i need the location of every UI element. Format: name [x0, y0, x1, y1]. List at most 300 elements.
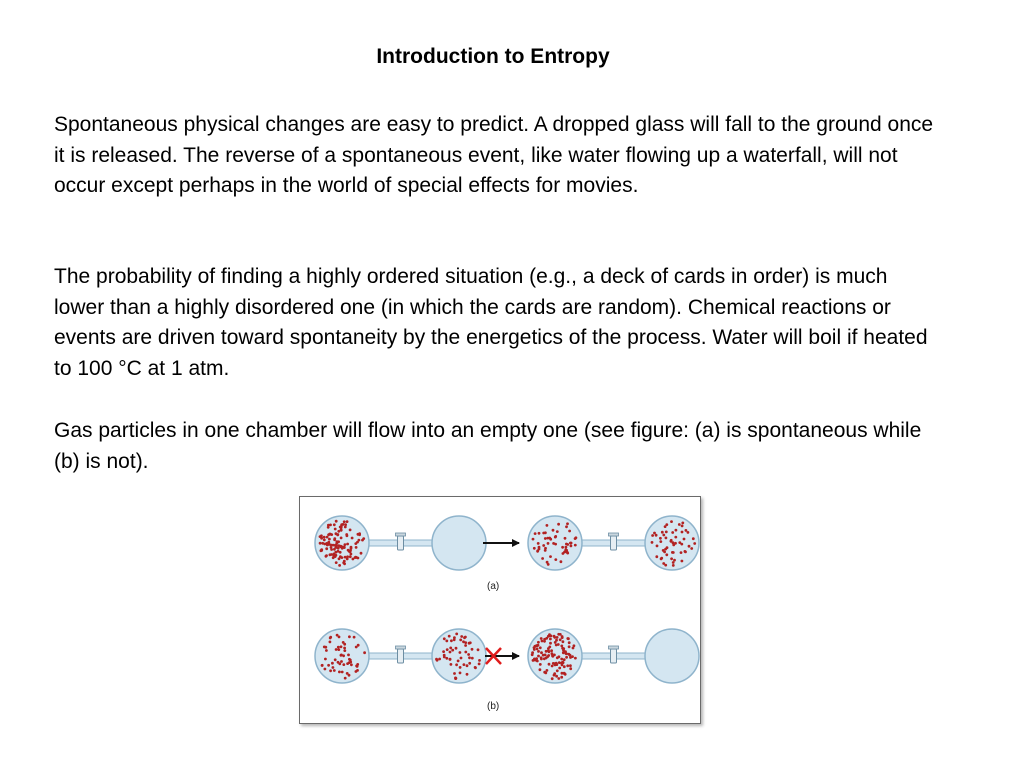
gas-particle: [340, 645, 343, 648]
gas-particle: [346, 543, 349, 546]
gas-particle: [468, 656, 471, 659]
gas-particle: [349, 529, 352, 532]
gas-particle: [543, 640, 546, 643]
gas-particle: [363, 651, 366, 654]
gas-particle: [560, 560, 563, 563]
gas-particle: [664, 525, 667, 528]
gas-particle: [346, 520, 349, 523]
gas-particle: [678, 541, 681, 544]
gas-particle: [323, 536, 326, 539]
gas-particle: [333, 548, 336, 551]
gas-particle: [333, 669, 336, 672]
gas-particle: [459, 672, 462, 675]
right-bulb: [432, 629, 486, 683]
gas-particle: [460, 635, 463, 638]
gas-particle: [564, 537, 567, 540]
valve-icon: [398, 649, 404, 663]
gas-particle: [348, 635, 351, 638]
gas-particle: [340, 537, 343, 540]
gas-particle: [671, 531, 674, 534]
gas-particle: [665, 531, 668, 534]
gas-particle: [338, 636, 341, 639]
gas-particle: [683, 538, 686, 541]
gas-particle: [332, 556, 335, 559]
gas-particle: [671, 551, 674, 554]
gas-particle: [555, 639, 558, 642]
gas-particle: [341, 547, 344, 550]
gas-particle: [350, 663, 353, 666]
gas-particle: [335, 648, 338, 651]
gas-particle: [537, 641, 540, 644]
gas-particle: [681, 525, 684, 528]
gas-particle: [466, 664, 469, 667]
gas-particle: [355, 670, 358, 673]
gas-particle: [546, 524, 549, 527]
gas-particle: [329, 637, 332, 640]
gas-particle: [471, 648, 474, 651]
gas-particle: [321, 542, 324, 545]
gas-particle: [324, 658, 327, 661]
gas-particle: [549, 638, 552, 641]
gas-particle: [557, 523, 560, 526]
gas-particle: [569, 654, 572, 657]
gas-particle: [568, 645, 571, 648]
gas-particle: [536, 660, 539, 663]
gas-particle: [562, 647, 565, 650]
gas-particle: [349, 555, 352, 558]
gas-particle: [457, 660, 460, 663]
gas-particle: [455, 633, 458, 636]
gas-particle: [574, 537, 577, 540]
gas-particle: [332, 544, 335, 547]
gas-particle: [544, 672, 547, 675]
gas-particle: [343, 647, 346, 650]
gas-particle: [459, 651, 462, 654]
gas-particle: [551, 665, 554, 668]
gas-particle: [551, 677, 554, 680]
gas-particle: [566, 664, 569, 667]
gas-particle: [451, 649, 454, 652]
gas-particle: [684, 551, 687, 554]
gas-particle: [344, 526, 347, 529]
gas-particle: [357, 644, 360, 647]
gas-particle: [570, 545, 573, 548]
gas-particle: [329, 524, 332, 527]
valve-icon: [398, 536, 404, 550]
gas-particle: [328, 538, 331, 541]
gas-particle: [340, 654, 343, 657]
gas-particle: [446, 648, 449, 651]
gas-particle: [531, 651, 534, 654]
gas-particle: [680, 551, 683, 554]
gas-particle: [355, 546, 358, 549]
gas-particle: [340, 529, 343, 532]
gas-particle: [332, 666, 335, 669]
gas-particle: [463, 636, 466, 639]
gas-particle: [553, 636, 556, 639]
paragraph-probability: The probability of finding a highly ordered situation (e.g., a deck of cards in order) is much lower than a highly disordered one (in which the cards are random). Chemical reactions or events are driven toward spontaneity by the energetics of the process. Water will boil if heated to 100 °C at 1 atm.: [54, 265, 928, 380]
gas-particle: [335, 520, 338, 523]
gas-particle: [670, 539, 673, 542]
gas-particle: [565, 656, 568, 659]
gas-particle: [670, 520, 673, 523]
gas-particle: [435, 658, 438, 661]
gas-particle: [347, 654, 350, 657]
gas-particle: [353, 636, 356, 639]
gas-particle: [474, 666, 477, 669]
gas-particle: [556, 669, 559, 672]
gas-particle: [561, 672, 564, 675]
gas-particle: [327, 526, 330, 529]
right-bulb: [432, 516, 486, 570]
gas-particle: [537, 542, 540, 545]
gas-particle: [665, 537, 668, 540]
gas-particle: [662, 534, 665, 537]
gas-particle: [665, 553, 668, 556]
gas-particle: [324, 668, 327, 671]
gas-particle: [574, 544, 577, 547]
gas-particle: [675, 529, 678, 532]
gas-particle: [549, 555, 552, 558]
gas-particle: [533, 547, 536, 550]
gas-particle: [554, 543, 557, 546]
flask-pair-a-before: [315, 516, 486, 570]
gas-particle: [562, 640, 565, 643]
gas-particle: [345, 533, 348, 536]
gas-particle: [323, 539, 326, 542]
gas-particle: [546, 561, 549, 564]
figure-label-b: (b): [487, 701, 500, 712]
gas-particle: [688, 545, 691, 548]
gas-particle: [534, 645, 537, 648]
gas-particle: [334, 528, 337, 531]
gas-particle: [560, 645, 563, 648]
gas-particle: [471, 657, 474, 660]
gas-particle: [468, 662, 471, 665]
gas-particle: [534, 532, 537, 535]
gas-particle: [329, 641, 332, 644]
gas-particle: [672, 561, 675, 564]
gas-particle: [327, 664, 330, 667]
gas-particle: [536, 648, 539, 651]
gas-particle: [560, 662, 563, 665]
gas-particle: [674, 542, 677, 545]
gas-particle: [546, 655, 549, 658]
gas-particle: [455, 647, 458, 650]
gas-particle: [343, 520, 346, 523]
gas-particle: [560, 676, 563, 679]
gas-particle: [532, 538, 535, 541]
gas-particle: [329, 669, 332, 672]
gas-particle: [656, 545, 659, 548]
gas-particle: [340, 660, 343, 663]
gas-particle: [347, 549, 350, 552]
gas-particle: [449, 651, 452, 654]
gas-particle: [569, 664, 572, 667]
gas-particle: [547, 542, 550, 545]
gas-particle: [558, 667, 561, 670]
gas-particle: [337, 550, 340, 553]
figure-label-a: (a): [487, 581, 500, 592]
gas-particle: [320, 548, 323, 551]
valve-handle: [609, 646, 619, 649]
gas-particle: [559, 638, 562, 641]
gas-particle: [442, 650, 445, 653]
flask-pair-b-before: [315, 629, 486, 683]
gas-particle: [333, 538, 336, 541]
gas-particle: [571, 655, 574, 658]
gas-particle: [572, 647, 575, 650]
gas-particle: [537, 650, 540, 653]
gas-particle: [328, 543, 331, 546]
gas-particle: [569, 667, 572, 670]
gas-particle: [663, 551, 666, 554]
gas-particle: [350, 547, 353, 550]
gas-particle: [344, 543, 347, 546]
gas-particle: [548, 650, 551, 653]
gas-particle: [343, 562, 346, 565]
gas-particle: [343, 560, 346, 563]
gas-particle: [438, 658, 441, 661]
gas-particle: [330, 553, 333, 556]
gas-particle: [538, 532, 541, 535]
right-bulb: [645, 629, 699, 683]
slide-title: Introduction to Entropy: [376, 45, 610, 68]
gas-particle: [450, 639, 453, 642]
gas-particle: [356, 665, 359, 668]
flask-pair-b-after: [528, 629, 699, 683]
gas-particle: [673, 559, 676, 562]
gas-particle: [563, 658, 566, 661]
gas-particle: [690, 547, 693, 550]
gas-particle: [568, 641, 571, 644]
gas-particle: [542, 654, 545, 657]
gas-particle: [477, 648, 480, 651]
gas-particle: [459, 639, 462, 642]
gas-particle: [548, 663, 551, 666]
gas-particle: [336, 540, 339, 543]
paragraph-gas-particles: Gas particles in one chamber will flow into an empty one (see figure: (a) is spontaneous while (b) is not).: [54, 419, 922, 473]
gas-particle: [358, 532, 361, 535]
gas-particle: [459, 666, 462, 669]
gas-particle: [539, 663, 542, 666]
paragraph-spontaneous-changes: Spontaneous physical changes are easy to predict. A dropped glass will fall to the ground once it is released. The reverse of a spontaneous event, like water flowing up a waterfall, will not occur except perhaps in the world of special effects for movies.: [54, 113, 934, 197]
gas-particle: [346, 672, 349, 675]
gas-particle: [453, 636, 456, 639]
gas-particle: [540, 651, 543, 654]
gas-particle: [553, 654, 556, 657]
gas-particle: [478, 663, 481, 666]
gas-particle: [540, 637, 543, 640]
gas-particle: [681, 522, 684, 525]
gas-particle: [445, 657, 448, 660]
gas-particle: [550, 635, 553, 638]
gas-particle: [334, 544, 337, 547]
gas-particle: [478, 659, 481, 662]
gas-particle: [321, 664, 324, 667]
gas-particle: [574, 657, 577, 660]
gas-particle: [693, 542, 696, 545]
gas-particle: [662, 562, 665, 565]
gas-particle: [549, 538, 552, 541]
gas-particle: [337, 530, 340, 533]
gas-particle: [449, 647, 452, 650]
gas-particle: [546, 537, 549, 540]
gas-particle: [337, 648, 340, 651]
gas-particle: [678, 523, 681, 526]
gas-particle: [341, 671, 344, 674]
flask-pair-a-after: [528, 516, 699, 570]
gas-particle: [660, 558, 663, 561]
gas-particle: [681, 531, 684, 534]
gas-particle: [544, 537, 547, 540]
gas-particle: [319, 542, 322, 545]
valve-handle: [396, 533, 406, 536]
gas-particle: [552, 529, 555, 532]
gas-particle: [565, 546, 568, 549]
gas-particle: [563, 665, 566, 668]
gas-particle: [557, 643, 560, 646]
gas-particle: [542, 532, 545, 535]
valve-handle: [396, 646, 406, 649]
gas-particle: [655, 555, 658, 558]
gas-particle: [544, 549, 547, 552]
gas-particle: [443, 656, 446, 659]
gas-particle: [554, 558, 557, 561]
gas-expansion-diagram: [300, 497, 700, 723]
gas-particle: [464, 651, 467, 654]
gas-particle: [360, 552, 363, 555]
gas-particle: [557, 633, 560, 636]
gas-particle: [692, 537, 695, 540]
gas-particle: [562, 552, 565, 555]
gas-particle: [350, 553, 353, 556]
gas-particle: [557, 677, 560, 680]
gas-particle: [539, 646, 542, 649]
gas-particle: [687, 531, 690, 534]
gas-particle: [562, 651, 565, 654]
gas-particle: [546, 669, 549, 672]
gas-particle: [445, 640, 448, 643]
gas-particle: [343, 649, 346, 652]
gas-particle: [337, 646, 340, 649]
gas-particle: [651, 541, 654, 544]
gas-particle: [466, 673, 469, 676]
valve-icon: [611, 649, 617, 663]
gas-particle: [568, 530, 571, 533]
gas-particle: [348, 658, 351, 661]
gas-particle: [556, 656, 559, 659]
valve-handle: [609, 533, 619, 536]
gas-particle: [341, 556, 344, 559]
gas-particle: [565, 652, 568, 655]
gas-particle: [569, 542, 572, 545]
gas-particle: [338, 662, 341, 665]
gas-particle: [354, 556, 357, 559]
gas-particle: [361, 539, 364, 542]
gas-particle: [566, 551, 569, 554]
gas-particle: [326, 536, 329, 539]
gas-particle: [553, 672, 556, 675]
gas-particle: [651, 534, 654, 537]
gas-particle: [672, 564, 675, 567]
gas-particle: [555, 675, 558, 678]
gas-particle: [653, 532, 656, 535]
gas-particle: [539, 668, 542, 671]
gas-particle: [464, 641, 467, 644]
gas-particle: [342, 663, 345, 666]
gas-particle: [338, 564, 341, 567]
gas-particle: [553, 662, 556, 665]
gas-particle: [325, 649, 328, 652]
gas-particle: [567, 637, 570, 640]
gas-particle: [542, 544, 545, 547]
gas-particle: [330, 546, 333, 549]
gas-particle: [554, 535, 557, 538]
gas-particle: [674, 536, 677, 539]
gas-particle: [670, 557, 673, 560]
gas-particle: [330, 533, 333, 536]
gas-particle: [448, 635, 451, 638]
gas-particle: [672, 541, 675, 544]
gas-particle: [334, 658, 337, 661]
gas-particle: [565, 525, 568, 528]
gas-particle: [463, 663, 466, 666]
gas-particle: [659, 540, 662, 543]
gas-particle: [324, 646, 327, 649]
gas-particle: [547, 635, 550, 638]
gas-particle: [358, 539, 361, 542]
gas-particle: [333, 553, 336, 556]
gas-particle: [453, 672, 456, 675]
gas-particle: [549, 642, 552, 645]
gas-particle: [561, 546, 564, 549]
gas-particle: [537, 644, 540, 647]
gas-particle: [340, 525, 343, 528]
gas-particle: [536, 550, 539, 553]
gas-particle: [338, 671, 341, 674]
gas-particle: [537, 655, 540, 658]
gas-particle: [548, 646, 551, 649]
gas-particle: [346, 558, 349, 561]
gas-particle: [467, 653, 470, 656]
gas-particle: [566, 522, 569, 525]
gas-particle: [454, 677, 457, 680]
gas-particle: [664, 548, 667, 551]
gas-particle: [545, 650, 548, 653]
gas-particle: [348, 661, 351, 664]
gas-particle: [541, 557, 544, 560]
gas-particle: [335, 532, 338, 535]
gas-particle: [565, 543, 568, 546]
gas-particle: [455, 663, 458, 666]
valve-icon: [611, 536, 617, 550]
gas-particle: [333, 523, 336, 526]
gas-particle: [449, 658, 452, 661]
gas-particle: [560, 658, 563, 661]
gas-expansion-figure: [299, 496, 701, 724]
gas-particle: [450, 663, 453, 666]
gas-particle: [351, 537, 354, 540]
gas-particle: [681, 560, 684, 563]
gas-particle: [468, 642, 471, 645]
gas-particle: [541, 640, 544, 643]
gas-particle: [325, 555, 328, 558]
gas-particle: [325, 547, 328, 550]
gas-particle: [335, 561, 338, 564]
gas-particle: [659, 537, 662, 540]
gas-particle: [344, 677, 347, 680]
